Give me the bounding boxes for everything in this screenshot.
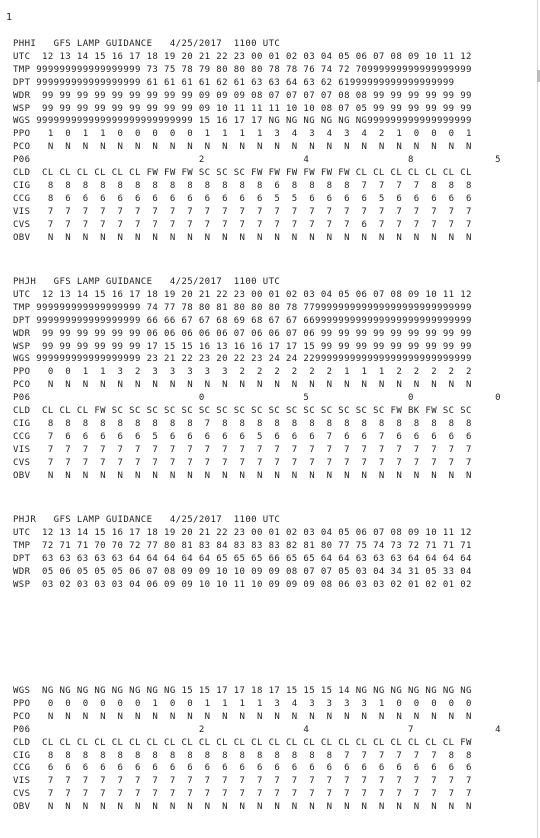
bulletin-row-cld: CLD CL CL CL CL CL CL FW FW FW SC SC SC FW FW FW FW FW FW CL CL CL CL CL CL CL [13, 168, 472, 179]
bulletin-header-line: WGS NG NG NG NG NG NG NG NG 15 15 17 17 18 17 15 15 15 14 NG NG NG NG NG NG NG [13, 686, 472, 696]
bulletin-header-line: PHJR GFS LAMP GUIDANCE 4/25/2017 1100 UTC [13, 515, 281, 525]
bulletin-row-pco: PCO N N N N N N N N N N N N N N N N N N N N N N N N N [13, 711, 472, 722]
bulletin-row-wgs: WGS 999999999999999999 23 21 22 23 20 22 23 24 24 22999999999999999999999999999 [13, 354, 472, 365]
bulletin-row-pco: PCO N N N N N N N N N N N N N N N N N N N N N N N N N [13, 142, 472, 153]
bulletin-row-cld: CLD CL CL CL FW SC SC SC SC SC SC SC SC SC SC SC SC SC SC SC SC FW BK FW SC SC [13, 406, 472, 417]
bulletin-row-cld: CLD CL CL CL CL CL CL CL CL CL CL CL CL CL CL CL CL CL CL CL CL CL CL CL CL FW [13, 737, 472, 748]
bulletin-row-wdr: WDR 99 99 99 99 99 99 06 06 06 06 06 07 06 06 07 06 99 99 99 99 99 99 99 99 99 [13, 328, 472, 339]
bulletin-row-cvs: CVS 7 7 7 7 7 7 7 7 7 7 7 7 7 7 7 7 7 7 7 7 7 7 7 7 7 [13, 457, 472, 468]
bulletin-row-utc: UTC 12 13 14 15 16 17 18 19 20 21 22 23 00 01 02 03 04 05 06 07 08 09 10 11 12 [13, 51, 472, 62]
bulletin-row-vis: VIS 7 7 7 7 7 7 7 7 7 7 7 7 7 7 7 7 7 7 7 7 7 7 7 7 7 [13, 444, 472, 455]
bulletin-row-wsp: WSP 99 99 99 99 99 99 17 15 15 16 13 16 16 17 17 15 99 99 99 99 99 99 99 99 99 [13, 341, 472, 352]
bulletin-row-obv: OBV N N N N N N N N N N N N N N N N N N N N N N N N N [13, 232, 472, 243]
bulletin-row-pco: PCO N N N N N N N N N N N N N N N N N N N N N N N N N [13, 380, 472, 391]
bulletin-row-p06: P06 2 4 8 5 [13, 155, 501, 166]
bulletin-row-ccg: CCG 8 6 6 6 6 6 6 6 6 6 6 6 6 5 5 6 6 6 6 5 6 6 6 6 6 [13, 193, 472, 204]
bulletin-row-wdr: WDR 05 06 05 05 05 06 07 08 09 09 10 10 09 09 08 07 07 05 03 04 34 31 05 33 04 [13, 566, 472, 577]
bulletin-row-tmp: TMP 999999999999999999 74 77 78 80 81 80 80 80 78 77999999999999999999999999999 [13, 302, 472, 313]
bulletin-row-vis: VIS 7 7 7 7 7 7 7 7 7 7 7 7 7 7 7 7 7 7 7 7 7 7 7 7 7 [13, 206, 472, 217]
station-bulletin-phjr-part-2 [13, 685, 501, 814]
bulletin-row-ppo: PPO 0 0 0 0 0 0 1 0 0 1 1 1 1 3 4 3 3 3 3 1 0 0 0 0 0 [13, 698, 472, 709]
bulletin-row-wsp: WSP 99 99 99 99 99 99 99 99 99 09 10 11 11 11 10 10 08 07 05 99 99 99 99 99 99 [13, 103, 472, 114]
bulletin-row-utc: UTC 12 13 14 15 16 17 18 19 20 21 22 23 00 01 02 03 04 05 06 07 08 09 10 11 12 [13, 527, 472, 538]
bulletin-row-ppo: PPO 0 0 1 1 3 2 3 3 3 3 3 2 2 2 2 2 2 1 1 1 2 2 2 2 2 [13, 367, 472, 378]
bulletin-row-cvs: CVS 7 7 7 7 7 7 7 7 7 7 7 7 7 7 7 7 7 7 6 7 7 7 7 7 7 [13, 219, 472, 230]
bulletin-row-tmp: TMP 72 71 71 70 70 72 77 80 81 83 84 83 83 83 82 81 80 77 75 74 73 72 71 71 71 [13, 540, 472, 551]
bulletin-row-vis: VIS 7 7 7 7 7 7 7 7 7 7 7 7 7 7 7 7 7 7 7 7 7 7 7 7 7 [13, 776, 472, 787]
bulletin-row-utc: UTC 12 13 14 15 16 17 18 19 20 21 22 23 00 01 02 03 04 05 06 07 08 09 10 11 12 [13, 289, 472, 300]
bulletin-row-cig: CIG 8 8 8 8 8 8 8 8 8 7 8 8 8 8 8 8 8 8 8 8 8 8 8 8 8 [13, 418, 472, 429]
bulletin-row-wgs: WGS 999999999999999999999999999 15 16 17 17 NG NG NG NG NG NG999999999999999999 [13, 116, 472, 127]
station-bulletin-phhi [13, 38, 501, 245]
bulletin-row-cig: CIG 8 8 8 8 8 8 8 8 8 8 8 8 8 6 8 8 8 8 7 7 7 7 8 8 8 [13, 180, 472, 191]
station-bulletin-phjr-part-1 [13, 514, 472, 591]
bulletin-row-wdr: WDR 99 99 99 99 99 99 99 99 99 09 09 09 08 07 07 07 07 08 08 99 99 99 99 99 99 [13, 90, 472, 101]
bulletin-row-dpt: DPT 63 63 63 63 63 64 64 64 64 64 65 65 65 66 65 65 64 64 63 63 63 64 64 64 64 [13, 553, 472, 564]
bulletin-header-line: PHHI GFS LAMP GUIDANCE 4/25/2017 1100 UTC [13, 39, 281, 49]
bulletin-row-obv: OBV N N N N N N N N N N N N N N N N N N N N N N N N N [13, 470, 472, 481]
bulletin-row-p06: P06 0 5 0 0 [13, 393, 501, 404]
bulletin-row-ccg: CCG 6 6 6 6 6 6 6 6 6 6 6 6 6 6 6 6 6 6 6 6 6 6 6 6 6 [13, 763, 472, 774]
bulletin-row-wsp: WSP 03 02 03 03 03 04 06 09 09 10 10 11 10 09 09 09 08 06 03 03 02 01 02 01 02 [13, 579, 472, 590]
page-number: 1 [6, 12, 13, 23]
page-edge-divider [537, 0, 538, 838]
bulletin-row-cvs: CVS 7 7 7 7 7 7 7 7 7 7 7 7 7 7 7 7 7 7 7 7 7 7 7 7 7 [13, 789, 472, 800]
bulletin-row-tmp: TMP 999999999999999999 73 75 78 79 80 80 80 78 78 76 74 72 70999999999999999999 [13, 64, 472, 75]
station-bulletin-phjh [13, 276, 501, 483]
bulletin-row-ppo: PPO 1 0 1 1 0 0 0 0 0 1 1 1 1 3 4 3 4 3 4 2 1 0 0 0 1 [13, 129, 472, 140]
bulletin-row-dpt: DPT 999999999999999999 61 61 61 61 62 61 63 63 64 63 62 61999999999999999999 [13, 77, 455, 88]
bulletin-row-ccg: CCG 7 6 6 6 6 6 5 6 6 6 6 6 5 6 6 6 7 6 6 7 6 6 6 6 6 [13, 431, 472, 442]
bulletin-row-dpt: DPT 999999999999999999 66 66 67 67 68 69 68 67 67 66999999999999999999999999999 [13, 315, 472, 326]
bulletin-row-p06: P06 2 4 7 4 [13, 724, 501, 735]
bulletin-header-line: PHJH GFS LAMP GUIDANCE 4/25/2017 1100 UTC [13, 277, 281, 287]
bulletin-row-obv: OBV N N N N N N N N N N N N N N N N N N N N N N N N N [13, 802, 472, 813]
bulletin-row-cig: CIG 8 8 8 8 8 8 8 8 8 8 8 8 8 8 8 8 8 7 7 7 7 7 7 8 8 [13, 750, 472, 761]
